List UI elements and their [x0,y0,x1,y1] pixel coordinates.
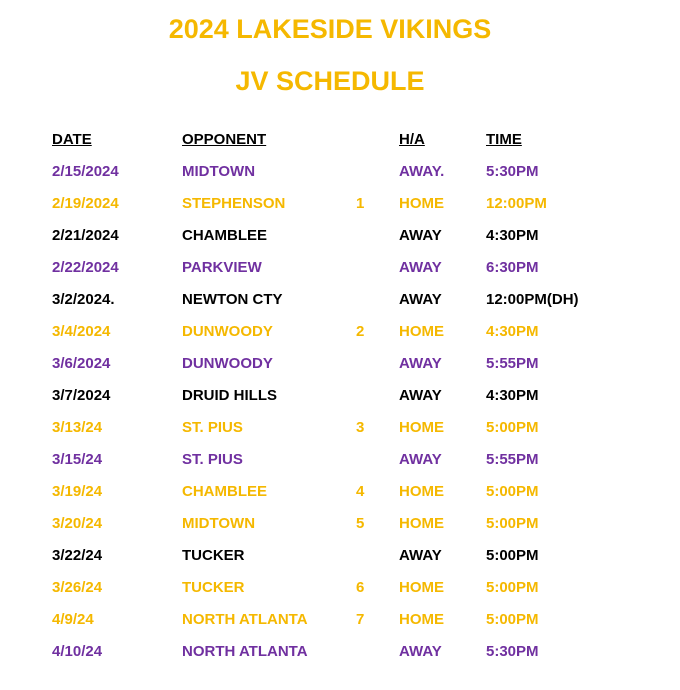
schedule-row [0,224,680,248]
game-home-away: HOME [399,515,444,532]
game-opponent: PARKVIEW [182,259,262,276]
game-opponent: ST. PIUS [182,419,243,436]
opponent-header: OPPONENT [182,131,267,148]
game-time: 5:30PM [486,163,539,180]
game-home-away: AWAY. [399,163,445,180]
game-time: 12:00PM(DH) [486,291,579,308]
game-date: 3/2/2024. [52,291,115,308]
game-home-away: AWAY [399,227,442,244]
game-date: 3/26/24 [52,579,103,596]
game-home-away: AWAY [399,291,442,308]
game-home-away: AWAY [399,355,442,372]
home-game-number: 1 [356,195,365,212]
schedule-row [0,288,680,312]
time-header: TIME [486,131,522,148]
game-date: 3/22/24 [52,547,103,564]
game-home-away: HOME [399,611,444,628]
game-opponent: DUNWOODY [182,355,273,372]
schedule-row [0,480,680,504]
date-header: DATE [52,131,92,148]
schedule-row [0,160,680,184]
game-home-away: HOME [399,195,444,212]
game-opponent: ST. PIUS [182,451,243,468]
game-date: 2/19/2024 [52,195,119,212]
game-opponent: STEPHENSON [182,195,286,212]
schedule-row [0,352,680,376]
schedule-row [0,544,680,568]
game-home-away: AWAY [399,387,442,404]
header-row [0,128,680,152]
page-title: 2024 LAKESIDE VIKINGS [168,14,492,44]
game-date: 3/15/24 [52,451,103,468]
game-opponent: TUCKER [182,579,245,596]
game-date: 2/21/2024 [52,227,119,244]
game-time: 6:30PM [486,259,539,276]
schedule-row [0,608,680,632]
home-game-number: 2 [356,323,365,340]
game-time: 5:30PM [486,643,539,660]
page-subtitle: JV SCHEDULE [235,66,425,96]
schedule-row [0,448,680,472]
game-opponent: DRUID HILLS [182,387,277,404]
game-date: 3/4/2024 [52,323,111,340]
game-time: 5:00PM [486,579,539,596]
game-time: 5:00PM [486,547,539,564]
game-date: 4/9/24 [52,611,94,628]
game-date: 4/10/24 [52,643,103,660]
game-time: 4:30PM [486,227,539,244]
game-time: 5:00PM [486,483,539,500]
game-time: 5:55PM [486,451,539,468]
game-home-away: AWAY [399,259,442,276]
game-opponent: TUCKER [182,547,245,564]
game-home-away: HOME [399,323,444,340]
game-date: 3/19/24 [52,483,103,500]
schedule-row [0,640,680,664]
schedule-row [0,576,680,600]
game-home-away: AWAY [399,643,442,660]
game-time: 5:00PM [486,611,539,628]
game-date: 3/13/24 [52,419,103,436]
game-date: 3/7/2024 [52,387,111,404]
game-home-away: AWAY [399,547,442,564]
game-home-away: AWAY [399,451,442,468]
game-opponent: CHAMBLEE [182,483,267,500]
game-time: 5:00PM [486,515,539,532]
home-game-number: 3 [356,419,365,436]
game-date: 2/22/2024 [52,259,119,276]
game-date: 2/15/2024 [52,163,119,180]
game-date: 3/20/24 [52,515,103,532]
schedule-row [0,256,680,280]
game-home-away: HOME [399,419,444,436]
home-away-header: H/A [399,131,425,148]
game-opponent: MIDTOWN [182,163,256,180]
schedule-row [0,384,680,408]
game-time: 4:30PM [486,323,539,340]
schedule-row [0,512,680,536]
game-opponent: NORTH ATLANTA [182,643,308,660]
home-game-number: 4 [356,483,365,500]
schedule-row [0,320,680,344]
game-opponent: CHAMBLEE [182,227,267,244]
game-home-away: HOME [399,483,444,500]
game-time: 4:30PM [486,387,539,404]
game-opponent: DUNWOODY [182,323,273,340]
home-game-number: 7 [356,611,365,628]
game-opponent: MIDTOWN [182,515,256,532]
game-time: 5:00PM [486,419,539,436]
game-opponent: NORTH ATLANTA [182,611,308,628]
game-home-away: HOME [399,579,444,596]
home-game-number: 5 [356,515,365,532]
game-opponent: NEWTON CTY [182,291,283,308]
home-game-number: 6 [356,579,365,596]
schedule-row [0,416,680,440]
game-time: 12:00PM [486,195,547,212]
game-date: 3/6/2024 [52,355,111,372]
game-time: 5:55PM [486,355,539,372]
schedule-row [0,192,680,216]
